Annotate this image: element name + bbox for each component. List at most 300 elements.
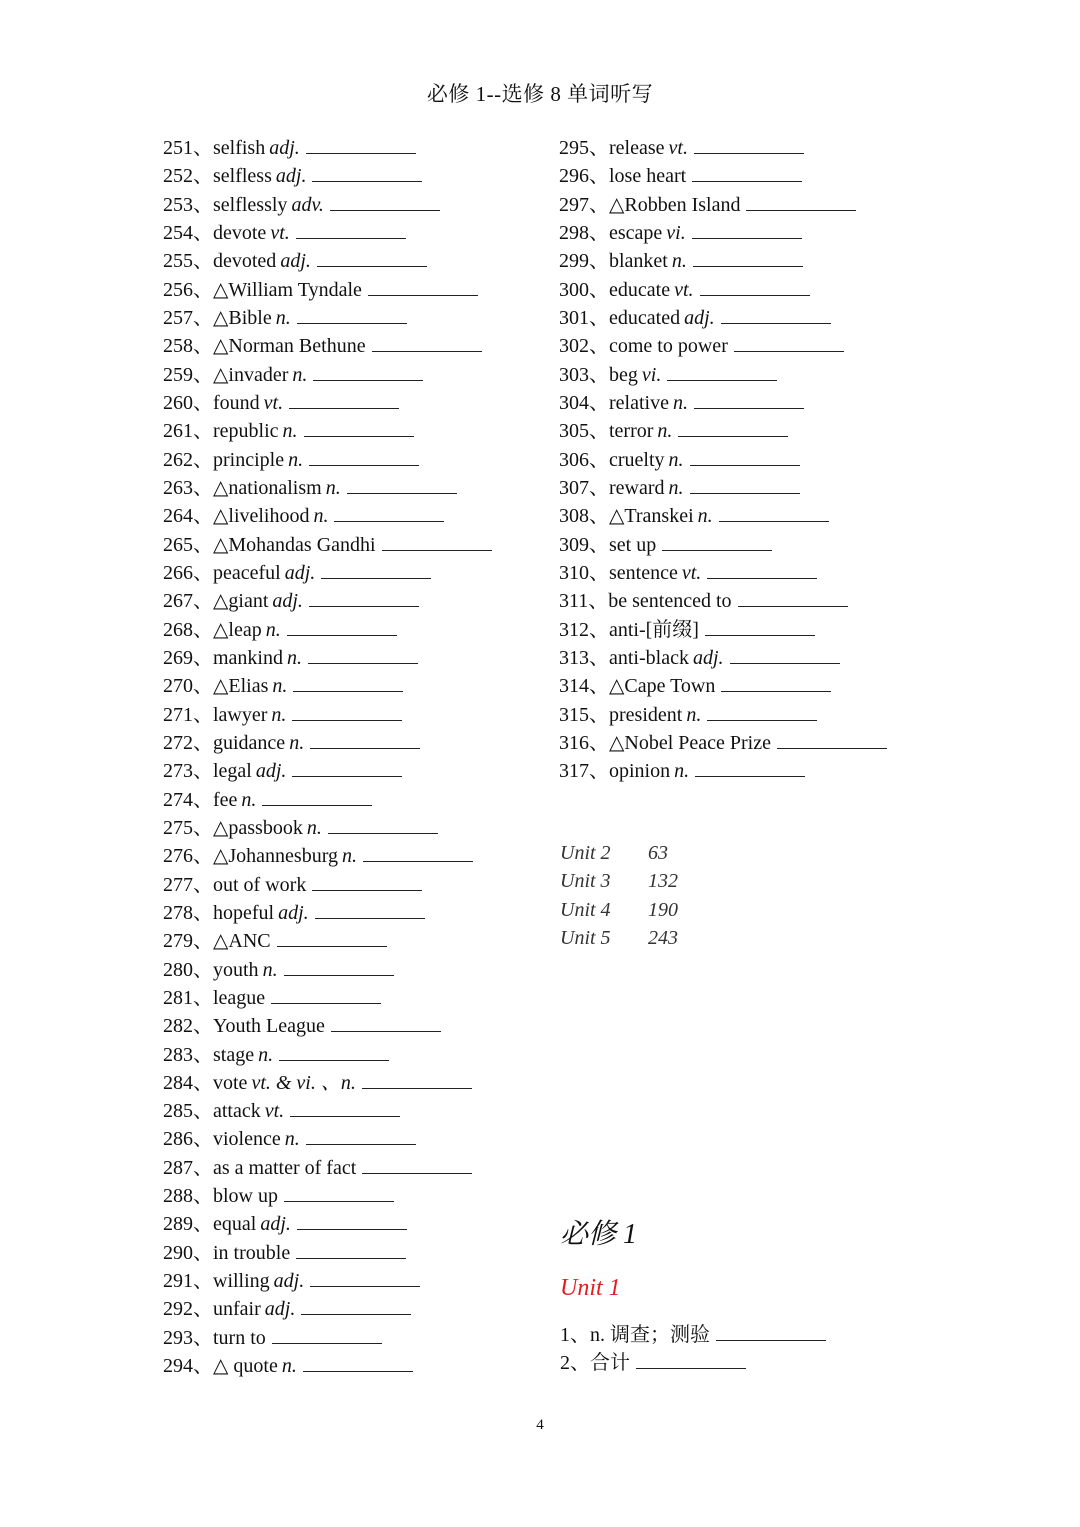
page-number: 4 — [536, 1417, 544, 1433]
entry-term: △Mohandas Gandhi — [213, 533, 376, 556]
part-of-speech: n. — [258, 1043, 274, 1066]
word-entry — [559, 416, 979, 444]
word-entry — [559, 190, 979, 218]
part-of-speech: vt. — [270, 221, 290, 244]
answer-blank[interactable] — [317, 246, 427, 267]
answer-blank[interactable] — [313, 360, 423, 381]
unit-count-list — [560, 839, 678, 952]
entry-term: educate — [609, 278, 671, 301]
answer-blank[interactable] — [310, 728, 420, 749]
unit-count-row — [560, 924, 678, 952]
entry-number: 275、 — [163, 816, 213, 839]
word-entry — [559, 246, 979, 274]
entry-number: 286、 — [163, 1128, 213, 1151]
entry-term: come to power — [609, 335, 728, 358]
entry-number: 274、 — [163, 788, 213, 811]
word-entry — [163, 218, 553, 246]
entry-term: violence — [213, 1128, 281, 1151]
answer-blank[interactable] — [694, 133, 804, 154]
word-entry — [559, 643, 979, 671]
entry-number: 253、 — [163, 193, 213, 216]
answer-blank[interactable] — [262, 785, 372, 806]
answer-blank[interactable] — [312, 870, 422, 891]
answer-blank[interactable] — [334, 501, 444, 522]
word-entry — [163, 955, 553, 983]
answer-blank[interactable] — [277, 926, 387, 947]
entry-number: 265、 — [163, 533, 213, 556]
answer-blank[interactable] — [301, 1294, 411, 1315]
part-of-speech: adj. — [272, 590, 303, 613]
entry-number: 306、 — [559, 448, 609, 471]
word-entry — [163, 416, 553, 444]
word-entry — [163, 898, 553, 926]
answer-blank[interactable] — [777, 728, 887, 749]
entry-number: 260、 — [163, 391, 213, 414]
word-entry — [163, 1294, 553, 1322]
answer-blank[interactable] — [667, 360, 777, 381]
entry-term: n. 调查；测验 — [590, 1324, 710, 1346]
answer-blank[interactable] — [721, 303, 831, 324]
answer-blank[interactable] — [306, 1124, 416, 1145]
word-entry — [560, 1320, 826, 1348]
unit-title: Unit 1 — [560, 1275, 621, 1301]
answer-blank[interactable] — [296, 1238, 406, 1259]
answer-blank[interactable] — [636, 1348, 746, 1369]
entry-number: 276、 — [163, 845, 213, 868]
entry-term: △nationalism — [213, 476, 322, 499]
unit-count: 132 — [648, 870, 678, 893]
entry-number: 2、 — [560, 1352, 590, 1375]
word-entry — [163, 246, 553, 274]
entry-number: 303、 — [559, 363, 609, 386]
page-header: 必修 1--选修 8 单词听写 — [426, 82, 654, 106]
answer-blank[interactable] — [690, 473, 800, 494]
entry-term: as a matter of fact — [213, 1156, 357, 1179]
word-entry — [163, 983, 553, 1011]
word-entry — [163, 331, 553, 359]
part-of-speech: adj. — [278, 901, 309, 924]
entry-number: 263、 — [163, 476, 213, 499]
word-entry — [163, 926, 553, 954]
word-entry — [163, 530, 553, 558]
answer-blank[interactable] — [284, 1181, 394, 1202]
answer-blank[interactable] — [306, 133, 416, 154]
entry-term: opinion — [609, 760, 671, 783]
answer-blank[interactable] — [287, 615, 397, 636]
answer-blank[interactable] — [330, 190, 440, 211]
entry-term: president — [609, 703, 683, 726]
entry-number: 315、 — [559, 703, 609, 726]
entry-term: terror — [609, 420, 654, 443]
entry-term: cruelty — [609, 448, 665, 471]
entry-number: 305、 — [559, 420, 609, 443]
part-of-speech: n. — [265, 618, 281, 641]
answer-blank[interactable] — [738, 586, 848, 607]
entry-number: 262、 — [163, 448, 213, 471]
part-of-speech: adj. — [280, 250, 311, 273]
entry-number: 251、 — [163, 137, 213, 159]
part-of-speech: n. — [289, 731, 305, 754]
answer-blank[interactable] — [304, 416, 414, 437]
part-of-speech: n. — [284, 1128, 300, 1151]
entry-number: 256、 — [163, 278, 213, 301]
word-entry — [163, 1351, 553, 1379]
entry-number: 280、 — [163, 958, 213, 981]
part-of-speech: vt. — [674, 278, 694, 301]
answer-blank[interactable] — [372, 331, 482, 352]
entry-number: 298、 — [559, 221, 609, 244]
entry-term: guidance — [213, 731, 286, 754]
entry-term: attack — [213, 1100, 261, 1123]
entry-term: △ANC — [213, 930, 271, 953]
part-of-speech: vi. — [641, 363, 662, 386]
entry-number: 293、 — [163, 1326, 213, 1349]
entry-term: △Cape Town — [609, 675, 716, 698]
entry-term: devote — [213, 221, 267, 244]
entry-number: 264、 — [163, 505, 213, 528]
entry-number: 261、 — [163, 420, 213, 443]
book-title: 必修 1 — [560, 1219, 638, 1250]
word-entry — [163, 1153, 553, 1181]
entry-term: 合计 — [590, 1352, 630, 1375]
entry-number: 300、 — [559, 278, 609, 301]
part-of-speech: adj. — [264, 1298, 296, 1321]
entry-number: 314、 — [559, 675, 609, 698]
entry-number: 257、 — [163, 306, 213, 329]
entry-number: 277、 — [163, 873, 213, 896]
answer-blank[interactable] — [347, 473, 457, 494]
part-of-speech: vt. & vi. 、n. — [251, 1071, 356, 1094]
entry-term: vote — [213, 1071, 248, 1094]
entry-number: 304、 — [559, 391, 609, 414]
entry-number: 299、 — [559, 250, 609, 273]
entry-term: △invader — [213, 363, 289, 386]
answer-blank[interactable] — [309, 445, 419, 466]
entry-number: 283、 — [163, 1043, 213, 1066]
answer-blank[interactable] — [292, 700, 402, 721]
word-entry — [163, 388, 553, 416]
entry-number: 291、 — [163, 1270, 213, 1293]
entry-term: △Nobel Peace Prize — [609, 731, 771, 754]
entry-number: 282、 — [163, 1015, 213, 1038]
word-entry — [163, 1040, 553, 1068]
part-of-speech: adj. — [275, 165, 307, 188]
entry-term: selfless — [213, 165, 272, 188]
answer-blank[interactable] — [362, 1068, 472, 1089]
word-entry — [163, 700, 553, 728]
entry-term: △Elias — [213, 675, 269, 698]
word-entry — [559, 728, 979, 756]
entry-number: 271、 — [163, 703, 213, 726]
entry-term: △passbook — [213, 816, 303, 839]
part-of-speech: vt. — [264, 1100, 285, 1123]
answer-blank[interactable] — [362, 1153, 472, 1174]
part-of-speech: adv. — [291, 193, 324, 216]
answer-blank[interactable] — [297, 1209, 407, 1230]
word-entry — [559, 586, 979, 614]
part-of-speech: n. — [657, 420, 673, 443]
entry-term: republic — [213, 420, 279, 443]
part-of-speech: adj. — [269, 137, 300, 159]
part-of-speech: n. — [325, 476, 341, 499]
answer-blank[interactable] — [692, 161, 802, 182]
answer-blank[interactable] — [368, 275, 478, 296]
entry-term: △Norman Bethune — [213, 335, 366, 358]
answer-blank[interactable] — [321, 558, 431, 579]
part-of-speech: adj. — [273, 1270, 305, 1293]
word-entry — [163, 360, 553, 388]
part-of-speech: adj. — [255, 760, 287, 783]
answer-blank[interactable] — [309, 586, 419, 607]
part-of-speech: n. — [686, 703, 702, 726]
answer-blank[interactable] — [678, 416, 788, 437]
answer-blank[interactable] — [746, 190, 856, 211]
unit1-vocab-list — [560, 1320, 826, 1377]
part-of-speech: n. — [271, 703, 287, 726]
unit-count-row — [560, 896, 678, 924]
word-entry — [163, 756, 553, 784]
entry-term: youth — [213, 958, 259, 981]
entry-number: 273、 — [163, 760, 213, 783]
entry-term: release — [609, 137, 665, 159]
answer-blank[interactable] — [721, 671, 831, 692]
entry-number: 292、 — [163, 1298, 213, 1321]
word-entry — [163, 1209, 553, 1237]
word-entry — [559, 133, 979, 161]
word-entry — [163, 275, 553, 303]
entry-term: devoted — [213, 250, 277, 273]
word-entry — [163, 161, 553, 189]
entry-number: 252、 — [163, 165, 213, 188]
entry-number: 281、 — [163, 986, 213, 1009]
part-of-speech: n. — [262, 958, 278, 981]
answer-blank[interactable] — [690, 445, 800, 466]
word-entry — [559, 303, 979, 331]
entry-term: fee — [213, 788, 238, 811]
word-entry — [559, 473, 979, 501]
word-entry — [163, 1323, 553, 1351]
word-entry — [163, 1238, 553, 1266]
answer-blank[interactable] — [700, 275, 810, 296]
part-of-speech: n. — [342, 845, 357, 868]
entry-number: 254、 — [163, 221, 213, 244]
entry-term: equal — [213, 1213, 257, 1236]
entry-number: 290、 — [163, 1241, 213, 1264]
word-entry — [559, 218, 979, 246]
answer-blank[interactable] — [297, 303, 407, 324]
part-of-speech: adj. — [284, 561, 316, 584]
word-entry — [163, 303, 553, 331]
right-word-column — [559, 133, 979, 785]
entry-term: beg — [609, 363, 638, 386]
entry-number: 307、 — [559, 476, 609, 499]
word-entry — [163, 133, 553, 161]
entry-number: 258、 — [163, 335, 213, 358]
entry-term: set up — [609, 533, 657, 556]
entry-number: 313、 — [559, 646, 609, 669]
unit-count: 190 — [648, 898, 678, 921]
part-of-speech: n. — [671, 250, 687, 273]
unit-count-row — [560, 839, 678, 867]
answer-blank[interactable] — [707, 700, 817, 721]
answer-blank[interactable] — [312, 161, 422, 182]
answer-blank[interactable] — [705, 615, 815, 636]
entry-term: Youth League — [213, 1015, 325, 1038]
entry-term: in trouble — [213, 1241, 291, 1264]
entry-term: be sentenced to — [608, 590, 732, 613]
answer-blank[interactable] — [331, 1011, 441, 1032]
entry-number: 308、 — [559, 505, 609, 528]
part-of-speech: n. — [275, 306, 291, 329]
word-entry — [163, 728, 553, 756]
answer-blank[interactable] — [328, 813, 438, 834]
entry-term: blanket — [609, 250, 668, 273]
word-entry — [163, 813, 553, 841]
answer-blank[interactable] — [719, 501, 829, 522]
word-entry — [163, 1181, 553, 1209]
word-entry — [560, 1348, 826, 1376]
answer-blank[interactable] — [290, 1096, 400, 1117]
part-of-speech: n. — [697, 505, 713, 528]
word-entry — [559, 671, 979, 699]
part-of-speech: n. — [272, 675, 288, 698]
answer-blank[interactable] — [716, 1320, 826, 1341]
answer-blank[interactable] — [662, 530, 772, 551]
entry-number: 266、 — [163, 561, 213, 584]
entry-number: 302、 — [559, 335, 609, 358]
answer-blank[interactable] — [730, 643, 840, 664]
word-entry — [163, 501, 553, 529]
entry-number: 296、 — [559, 165, 609, 188]
entry-number: 297、 — [559, 193, 609, 216]
unit-count-row — [560, 867, 678, 895]
entry-term: △Bible — [213, 306, 272, 329]
entry-term: relative — [609, 391, 669, 414]
entry-number: 279、 — [163, 930, 213, 953]
entry-term: lawyer — [213, 703, 268, 726]
entry-number: 1、 — [560, 1324, 590, 1346]
entry-term: △giant — [213, 590, 269, 613]
part-of-speech: adj. — [692, 646, 724, 669]
part-of-speech: n. — [313, 505, 329, 528]
entry-number: 309、 — [559, 533, 609, 556]
answer-blank[interactable] — [292, 756, 402, 777]
word-entry — [559, 501, 979, 529]
answer-blank[interactable] — [271, 983, 381, 1004]
answer-blank[interactable] — [707, 558, 817, 579]
entry-number: 287、 — [163, 1156, 213, 1179]
word-entry — [163, 1011, 553, 1039]
word-entry — [559, 445, 979, 473]
entry-term: legal — [213, 760, 252, 783]
answer-blank[interactable] — [693, 246, 803, 267]
word-entry — [559, 360, 979, 388]
word-entry — [163, 473, 553, 501]
answer-blank[interactable] — [284, 955, 394, 976]
part-of-speech: n. — [282, 420, 298, 443]
word-entry — [163, 1068, 553, 1096]
entry-number: 301、 — [559, 306, 609, 329]
word-entry — [163, 445, 553, 473]
entry-number: 268、 — [163, 618, 213, 641]
word-entry — [163, 586, 553, 614]
answer-blank[interactable] — [310, 1266, 420, 1287]
word-entry — [559, 388, 979, 416]
word-entry — [559, 275, 979, 303]
entry-term: educated — [609, 306, 681, 329]
answer-blank[interactable] — [293, 671, 403, 692]
part-of-speech: n. — [281, 1355, 297, 1378]
entry-term: △Johannesburg — [213, 845, 338, 868]
answer-blank[interactable] — [289, 388, 399, 409]
entry-number: 267、 — [163, 590, 213, 613]
entry-number: 269、 — [163, 646, 213, 669]
entry-number: 317、 — [559, 760, 609, 783]
entry-number: 270、 — [163, 675, 213, 698]
entry-term: principle — [213, 448, 285, 471]
part-of-speech: adj. — [260, 1213, 291, 1236]
left-word-column — [163, 133, 553, 1379]
word-entry — [559, 615, 979, 643]
part-of-speech: n. — [306, 816, 322, 839]
answer-blank[interactable] — [382, 530, 492, 551]
entry-term: selfish — [213, 137, 266, 159]
unit-label: Unit 5 — [560, 926, 611, 949]
entry-term: stage — [213, 1043, 255, 1066]
answer-blank[interactable] — [694, 388, 804, 409]
answer-blank[interactable] — [296, 218, 406, 239]
answer-blank[interactable] — [272, 1323, 382, 1344]
entry-number: 278、 — [163, 901, 213, 924]
answer-blank[interactable] — [363, 841, 473, 862]
part-of-speech: n. — [672, 391, 688, 414]
word-entry — [559, 530, 979, 558]
answer-blank[interactable] — [315, 898, 425, 919]
entry-term: out of work — [213, 873, 307, 896]
answer-blank[interactable] — [695, 756, 805, 777]
part-of-speech: n. — [288, 448, 304, 471]
answer-blank[interactable] — [279, 1040, 389, 1061]
answer-blank[interactable] — [692, 218, 802, 239]
entry-number: 289、 — [163, 1213, 213, 1236]
part-of-speech: vt. — [681, 561, 702, 584]
entry-number: 288、 — [163, 1185, 213, 1208]
word-entry — [559, 700, 979, 728]
word-entry — [163, 558, 553, 586]
part-of-speech: n. — [287, 646, 302, 669]
part-of-speech: vt. — [668, 137, 688, 159]
entry-number: 310、 — [559, 561, 609, 584]
entry-term: lose heart — [609, 165, 687, 188]
part-of-speech: n. — [668, 476, 684, 499]
part-of-speech: n. — [668, 448, 684, 471]
word-entry — [163, 785, 553, 813]
entry-term: turn to — [213, 1326, 266, 1349]
entry-term: escape — [609, 221, 663, 244]
entry-term: willing — [213, 1270, 270, 1293]
part-of-speech: vt. — [263, 391, 284, 414]
entry-number: 284、 — [163, 1071, 213, 1094]
answer-blank[interactable] — [734, 331, 844, 352]
unit-count: 63 — [648, 842, 668, 864]
part-of-speech: adj. — [684, 306, 715, 329]
answer-blank[interactable] — [308, 643, 418, 664]
entry-number: 285、 — [163, 1100, 213, 1123]
entry-term: blow up — [213, 1185, 278, 1208]
answer-blank[interactable] — [303, 1351, 413, 1372]
entry-term: △Transkei — [609, 505, 694, 528]
entry-term: reward — [609, 476, 665, 499]
